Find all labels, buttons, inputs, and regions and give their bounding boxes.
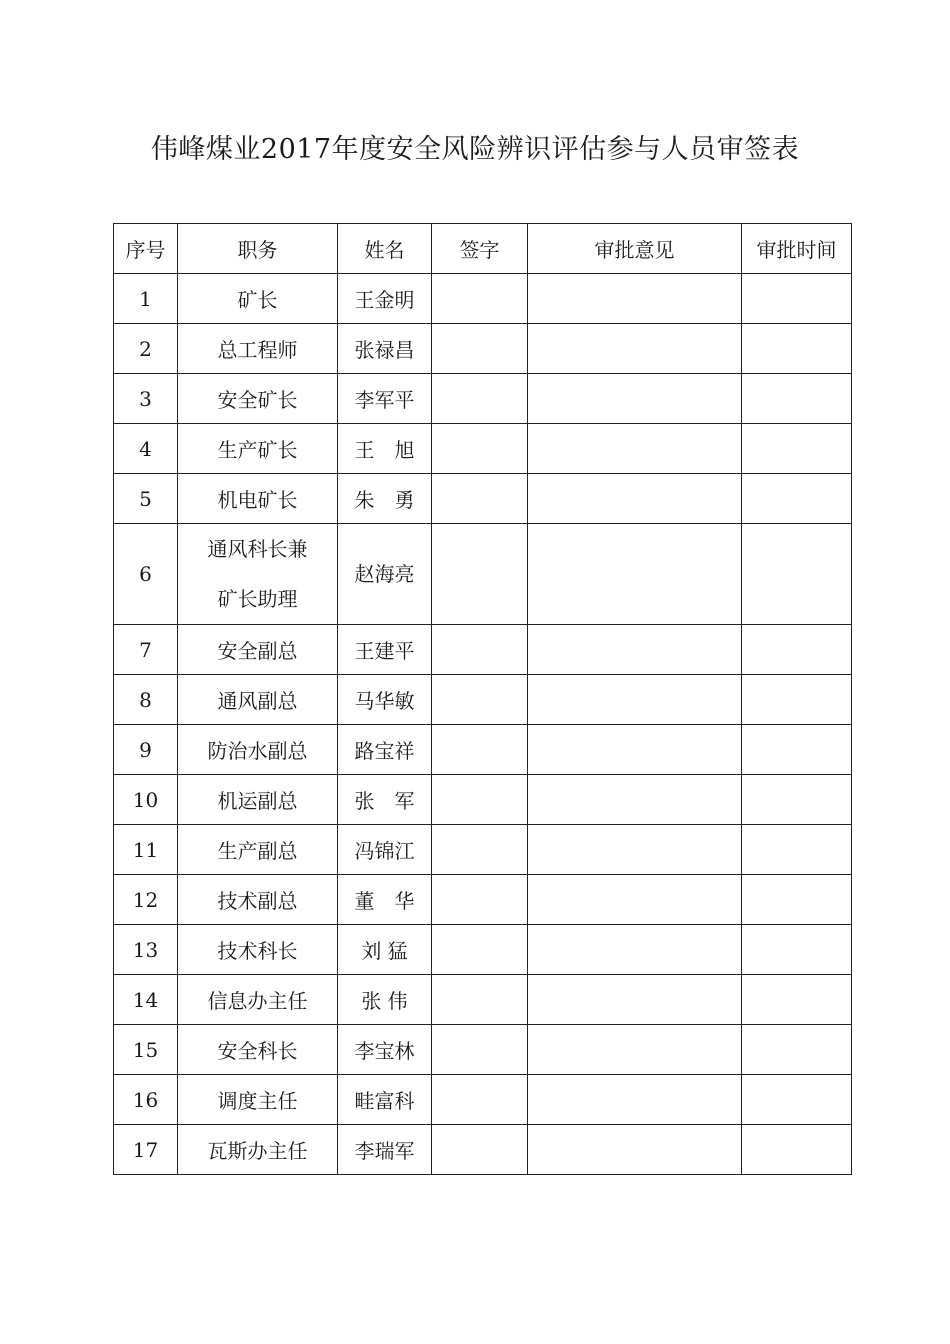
name-cell (338, 424, 432, 474)
table-row (114, 975, 852, 1025)
position-cell-text: 机运副总 (217, 789, 298, 813)
approval-opinion-cell[interactable] (528, 825, 742, 875)
table-row (114, 625, 852, 675)
approval-time-cell[interactable] (742, 675, 852, 725)
name-cell-text: 李军平 (354, 388, 415, 412)
name-cell-text: 畦富科 (354, 1089, 415, 1113)
approval-opinion-cell[interactable] (528, 875, 742, 925)
name-cell (338, 725, 432, 775)
serial-cell (114, 524, 178, 625)
name-cell-text: 张 军 (354, 789, 415, 813)
name-cell-text: 路宝祥 (354, 739, 415, 763)
approval-time-cell[interactable] (742, 1075, 852, 1125)
approval-opinion-cell[interactable] (528, 474, 742, 524)
approval-opinion-cell[interactable] (528, 274, 742, 324)
name-cell (338, 1125, 432, 1175)
approval-time-cell[interactable] (742, 825, 852, 875)
signature-cell[interactable] (432, 274, 528, 324)
position-cell (178, 925, 338, 975)
table-row (114, 374, 852, 424)
serial-cell-text: 15 (132, 1037, 159, 1062)
position-cell (178, 474, 338, 524)
approval-opinion-cell[interactable] (528, 374, 742, 424)
name-cell (338, 825, 432, 875)
name-cell-text: 李宝林 (354, 1039, 415, 1063)
serial-cell (114, 324, 178, 374)
serial-cell-text: 10 (132, 787, 159, 812)
name-cell-text: 刘 猛 (361, 939, 408, 963)
approval-time-cell[interactable] (742, 274, 852, 324)
name-cell (338, 524, 432, 625)
name-cell (338, 975, 432, 1025)
name-cell-text: 王 旭 (354, 438, 415, 462)
table-row (114, 925, 852, 975)
signature-cell[interactable] (432, 975, 528, 1025)
approval-opinion-cell[interactable] (528, 975, 742, 1025)
signature-cell[interactable] (432, 1025, 528, 1075)
position-cell-text: 矿长 (237, 288, 278, 312)
name-cell-text: 王金明 (354, 288, 415, 312)
position-cell (178, 324, 338, 374)
signature-cell[interactable] (432, 524, 528, 625)
name-cell-text: 李瑞军 (354, 1139, 415, 1163)
serial-cell-text: 4 (139, 436, 152, 461)
serial-cell (114, 675, 178, 725)
table-row (114, 524, 852, 625)
table-row (114, 1025, 852, 1075)
approval-time-cell[interactable] (742, 1125, 852, 1175)
approval-opinion-cell[interactable] (528, 424, 742, 474)
table-row (114, 474, 852, 524)
name-cell (338, 374, 432, 424)
position-cell (178, 274, 338, 324)
serial-cell (114, 975, 178, 1025)
table-row (114, 1125, 852, 1175)
approval-opinion-cell[interactable] (528, 1125, 742, 1175)
position-cell-text: 技术科长 (217, 939, 298, 963)
name-cell-text: 朱 勇 (354, 488, 415, 512)
position-cell (178, 675, 338, 725)
approval-time-cell[interactable] (742, 474, 852, 524)
position-cell (178, 1075, 338, 1125)
serial-cell-text: 6 (139, 562, 152, 586)
name-cell (338, 875, 432, 925)
signature-cell[interactable] (432, 675, 528, 725)
approval-opinion-cell[interactable] (528, 725, 742, 775)
signature-cell[interactable] (432, 725, 528, 775)
serial-cell (114, 725, 178, 775)
position-cell-text: 防治水副总 (207, 739, 308, 763)
approval-time-cell[interactable] (742, 775, 852, 825)
header-signature: 签字 (432, 224, 528, 274)
header-approval-opinion: 审批意见 (528, 224, 742, 274)
approval-opinion-cell[interactable] (528, 324, 742, 374)
serial-cell-text: 13 (132, 937, 159, 962)
serial-cell-text: 14 (132, 987, 159, 1012)
approval-opinion-cell[interactable] (528, 1025, 742, 1075)
signature-cell[interactable] (432, 925, 528, 975)
name-cell (338, 775, 432, 825)
serial-cell-text: 5 (139, 486, 152, 511)
approval-opinion-cell[interactable] (528, 675, 742, 725)
position-cell-text: 通风科长兼矿长助理 (207, 537, 308, 611)
table-row (114, 775, 852, 825)
signature-cell[interactable] (432, 1075, 528, 1125)
serial-cell (114, 625, 178, 675)
approval-time-cell[interactable] (742, 725, 852, 775)
approval-time-cell[interactable] (742, 925, 852, 975)
serial-cell (114, 1075, 178, 1125)
approval-opinion-cell[interactable] (528, 625, 742, 675)
position-cell (178, 975, 338, 1025)
serial-cell (114, 274, 178, 324)
position-cell (178, 374, 338, 424)
name-cell-text: 马华敏 (354, 689, 415, 713)
approval-opinion-cell[interactable] (528, 775, 742, 825)
table-row (114, 1075, 852, 1125)
signature-cell[interactable] (432, 474, 528, 524)
serial-cell (114, 925, 178, 975)
serial-cell-text: 16 (132, 1087, 159, 1112)
table-row (114, 725, 852, 775)
name-cell-text: 董 华 (354, 889, 415, 913)
signature-cell[interactable] (432, 625, 528, 675)
table-row (114, 825, 852, 875)
table-row (114, 274, 852, 324)
sign-off-table (113, 223, 852, 1175)
table-header-row (114, 224, 852, 274)
position-cell-text: 通风副总 (217, 689, 298, 713)
header-position: 职务 (178, 224, 338, 274)
serial-cell-text: 8 (139, 687, 152, 712)
position-cell-text: 技术副总 (217, 889, 298, 913)
name-cell (338, 274, 432, 324)
position-cell (178, 1025, 338, 1075)
position-cell (178, 825, 338, 875)
serial-cell (114, 875, 178, 925)
serial-cell-text: 9 (139, 737, 152, 762)
approval-time-cell[interactable] (742, 424, 852, 474)
position-cell (178, 625, 338, 675)
serial-cell (114, 424, 178, 474)
name-cell (338, 675, 432, 725)
signature-cell[interactable] (432, 324, 528, 374)
position-cell-text: 生产副总 (217, 839, 298, 863)
signature-cell[interactable] (432, 875, 528, 925)
approval-time-cell[interactable] (742, 524, 852, 625)
position-cell-text: 调度主任 (217, 1089, 298, 1113)
name-cell-text: 赵海亮 (354, 562, 415, 586)
name-cell (338, 925, 432, 975)
document-title: 伟峰煤业2017年度安全风险辨识评估参与人员审签表 (150, 134, 800, 165)
serial-cell (114, 374, 178, 424)
approval-time-cell[interactable] (742, 374, 852, 424)
table-row (114, 424, 852, 474)
serial-cell-text: 11 (132, 837, 159, 862)
serial-cell (114, 825, 178, 875)
table-body (114, 274, 852, 1175)
name-cell (338, 474, 432, 524)
serial-cell (114, 1125, 178, 1175)
position-cell-text: 安全科长 (217, 1039, 298, 1063)
approval-time-cell[interactable] (742, 1025, 852, 1075)
position-cell (178, 725, 338, 775)
serial-cell-text: 12 (132, 887, 159, 912)
signature-cell[interactable] (432, 1125, 528, 1175)
name-cell (338, 1075, 432, 1125)
header-serial: 序号 (114, 224, 178, 274)
table-row (114, 324, 852, 374)
signature-cell[interactable] (432, 775, 528, 825)
approval-time-cell[interactable] (742, 875, 852, 925)
name-cell-text: 冯锦江 (354, 839, 415, 863)
position-cell (178, 775, 338, 825)
approval-opinion-cell[interactable] (528, 524, 742, 625)
name-cell-text: 张禄昌 (354, 338, 415, 362)
signature-cell[interactable] (432, 424, 528, 474)
position-cell-text: 安全矿长 (217, 388, 298, 412)
serial-cell-text: 7 (139, 637, 152, 662)
position-cell (178, 524, 338, 625)
name-cell (338, 324, 432, 374)
approval-opinion-cell[interactable] (528, 925, 742, 975)
approval-time-cell[interactable] (742, 625, 852, 675)
name-cell (338, 1025, 432, 1075)
signature-cell[interactable] (432, 825, 528, 875)
position-cell-text: 信息办主任 (207, 989, 308, 1013)
position-cell-text: 生产矿长 (217, 438, 298, 462)
table-row (114, 875, 852, 925)
position-cell (178, 875, 338, 925)
position-cell (178, 424, 338, 474)
serial-cell (114, 474, 178, 524)
name-cell (338, 625, 432, 675)
table-row (114, 675, 852, 725)
name-cell-text: 王建平 (354, 639, 415, 663)
name-cell-text: 张 伟 (361, 989, 408, 1013)
approval-opinion-cell[interactable] (528, 1075, 742, 1125)
serial-cell (114, 1025, 178, 1075)
position-cell-text: 总工程师 (217, 338, 298, 362)
position-cell (178, 1125, 338, 1175)
serial-cell-text: 2 (139, 336, 152, 361)
serial-cell-text: 1 (139, 286, 152, 311)
approval-time-cell[interactable] (742, 324, 852, 374)
position-cell-text: 机电矿长 (217, 488, 298, 512)
position-cell-text: 安全副总 (217, 639, 298, 663)
header-approval-time: 审批时间 (742, 224, 852, 274)
serial-cell (114, 775, 178, 825)
position-cell-text: 瓦斯办主任 (207, 1139, 308, 1163)
serial-cell-text: 3 (139, 386, 152, 411)
serial-cell-text: 17 (132, 1137, 159, 1162)
header-name: 姓名 (338, 224, 432, 274)
signature-cell[interactable] (432, 374, 528, 424)
approval-time-cell[interactable] (742, 975, 852, 1025)
